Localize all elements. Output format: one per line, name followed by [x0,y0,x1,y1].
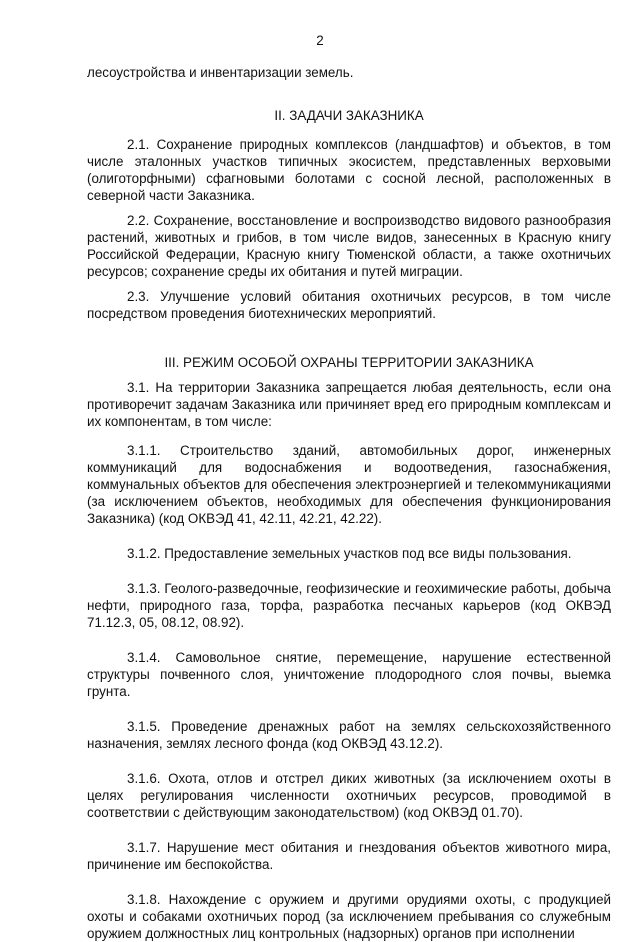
paragraph-3-1-2: 3.1.2. Предоставление земельных участков под все виды пользования. [127,546,572,561]
paragraph-3-1-1: 3.1.1. Строительство зданий, автомобильных дорог, инженерных коммуникаций для водоснабжения и водоотведения, газоснабжения, коммунальных объектов для обеспечения электроэнергией и телекоммуникациями (за исключением объектов, необходимых для обеспечения функционирования Заказника) (код ОКВЭД 41, 42.11, 42.21, 42.22). [87,443,611,526]
paragraph-3-1-3: 3.1.3. Геолого-разведочные, геофизические и геохимические работы, добыча нефти, природного газа, торфа, разработка песчаных карьеров (код ОКВЭД 71.12.3, 05, 08.12, 08.92). [87,581,611,630]
paragraph-3-1-4: 3.1.4. Самовольное снятие, перемещение, нарушение естественной структуры почвенного слоя, уничтожение плодородного слоя почвы, выемка грунта. [87,650,611,699]
paragraph-2-1: 2.1. Сохранение природных комплексов (ландшафтов) и объектов, в том числе эталонных участков типичных экосистем, представленных верховыми (олиготорфными) сфагновыми болотами с сосной лесной, расположенных в северной части Заказника. [87,137,611,203]
paragraph-3-1-6: 3.1.6. Охота, отлов и отстрел диких животных (за исключением охоты в целях регулирования численности охотничьих ресурсов, проводимой в соответствии с действующим законодательством) (код ОКВЭД 01.70). [87,771,611,820]
paragraph-3-1-7: 3.1.7. Нарушение мест обитания и гнездования объектов животного мира, причинение им беспокойства. [87,840,611,872]
paragraph-2-2: 2.2. Сохранение, восстановление и воспроизводство видового разнообразия растений, животных и грибов, в том числе видов, занесенных в Красную книгу Российской Федерации, Красную книгу Тюменской области, а также охотничьих ресурсов; сохранение среды их обитания и путей миграции. [87,213,611,279]
continuation-text: лесоустройства и инвентаризации земель. [87,65,354,80]
paragraph-3-1-5: 3.1.5. Проведение дренажных работ на землях сельскохозяйственного назначения, землях лесного фонда (код ОКВЭД 43.12.2). [87,719,611,751]
section-3-heading: III. РЕЖИМ ОСОБОЙ ОХРАНЫ ТЕРРИТОРИИ ЗАКАЗНИКА [164,355,534,370]
page-number: 2 [316,33,324,48]
paragraph-3-1: 3.1. На территории Заказника запрещается любая деятельность, если она противоречит задачам Заказника или причиняет вред его природным комплексам и их компонентам, в том числе: [87,380,611,429]
document-body [87,64,611,942]
paragraph-3-1-8: 3.1.8. Нахождение с оружием и другими орудиями охоты, с продукцией охоты и собаками охотничьих пород (за исключением пребывания со служебным оружием должностных лиц контрольных (надзорных) органов при исполнении [87,892,611,941]
paragraph-2-3: 2.3. Улучшение условий обитания охотничьих ресурсов, в том числе посредством проведения биотехнических мероприятий. [87,289,611,321]
section-2-heading: II. ЗАДАЧИ ЗАКАЗНИКА [274,108,424,123]
